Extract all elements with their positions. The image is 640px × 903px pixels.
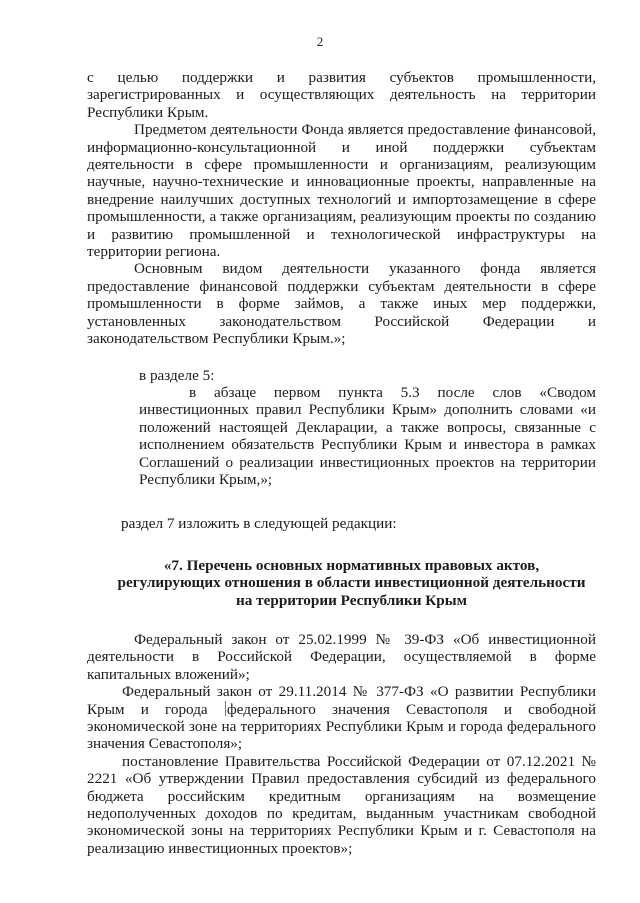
heading-line-2: регулирующих отношения в области инвестиционной деятельности bbox=[117, 574, 586, 592]
law-item-2-part-3: федерального значения Севастополя и свободной экономической зоне на территориях Республики Крым и города федерального значения Севастополя»; bbox=[87, 700, 596, 753]
intro-paragraph: с целью поддержки и развития субъектов промышленности, зарегистрированных и осуществляющих деятельность на территории Республики Крым. bbox=[87, 69, 596, 121]
law-item-3: постановление Правительства Российской Федерации от 07.12.2021 № 2221 «Об утверждении Правил предоставления субсидий из федерального бюджета российским кредитным организациям на возмещение недополученных доходов по кредитам, выданным участникам свободной экономической зоны на территориях Республики Крым и г. Севастополя на реализацию инвестиционных проектов»; bbox=[87, 752, 596, 857]
law-item-2-part-1: Федеральный bbox=[122, 683, 211, 701]
page-number: 2 bbox=[316, 34, 324, 49]
fund-main-activity-paragraph: Основным видом деятельности указанного фонда является предоставление финансовой поддержки субъектам деятельности в сфере промышленности в форме займов, а также иных мер поддержки, установленных законодательством Российской Федерации и законодательством Республики Крым.»; bbox=[87, 260, 596, 348]
section7-intro: раздел 7 изложить в следующей редакции: bbox=[121, 515, 397, 533]
law-item-2 bbox=[87, 683, 596, 753]
heading-line-3: на территории Республики Крым bbox=[236, 591, 467, 609]
section5-label: в разделе 5: bbox=[139, 366, 215, 384]
law-item-1: Федеральный закон от 25.02.1999 № 39-ФЗ «Об инвестиционной деятельности в Российской Федерации, осуществляемой в форме капитальных вложений»; bbox=[87, 630, 596, 683]
heading-line-1: «7. Перечень основных нормативных правовых актов, bbox=[163, 556, 540, 574]
section5-text: в абзаце первом пункта 5.3 после слов «Сводом инвестиционных правил Республики Крым» дополнить словами «и положений настоящей Декларации, а также вопросы, связанные с исполнением обязательств Республики Крым и инвестора в рамках Соглашений о реализации инвестиционных проектов на территории Республики Крым,»; bbox=[139, 383, 596, 488]
fund-subject-paragraph: Предметом деятельности Фонда является предоставление финансовой, информационно-консультационной и иной поддержки субъектам деятельности в сфере промышленности и организациям, реализующим научные, научно-технические и инновационные проекты, направленные на внедрение наилучших доступных технологий и импортозамещение в сфере промышленности, а также организациям, реализующим проекты по созданию и развитию промышленной и технологической инфраструктуры на территории региона. bbox=[87, 121, 596, 261]
document-body bbox=[87, 69, 596, 857]
scan-mark bbox=[225, 701, 226, 716]
section5-amendment bbox=[87, 367, 596, 489]
law-item-2-part-2: закон от 29.11.2014 № 377-ФЗ «О развитии Республики Крым и города bbox=[87, 683, 597, 718]
section7-heading bbox=[87, 557, 596, 609]
